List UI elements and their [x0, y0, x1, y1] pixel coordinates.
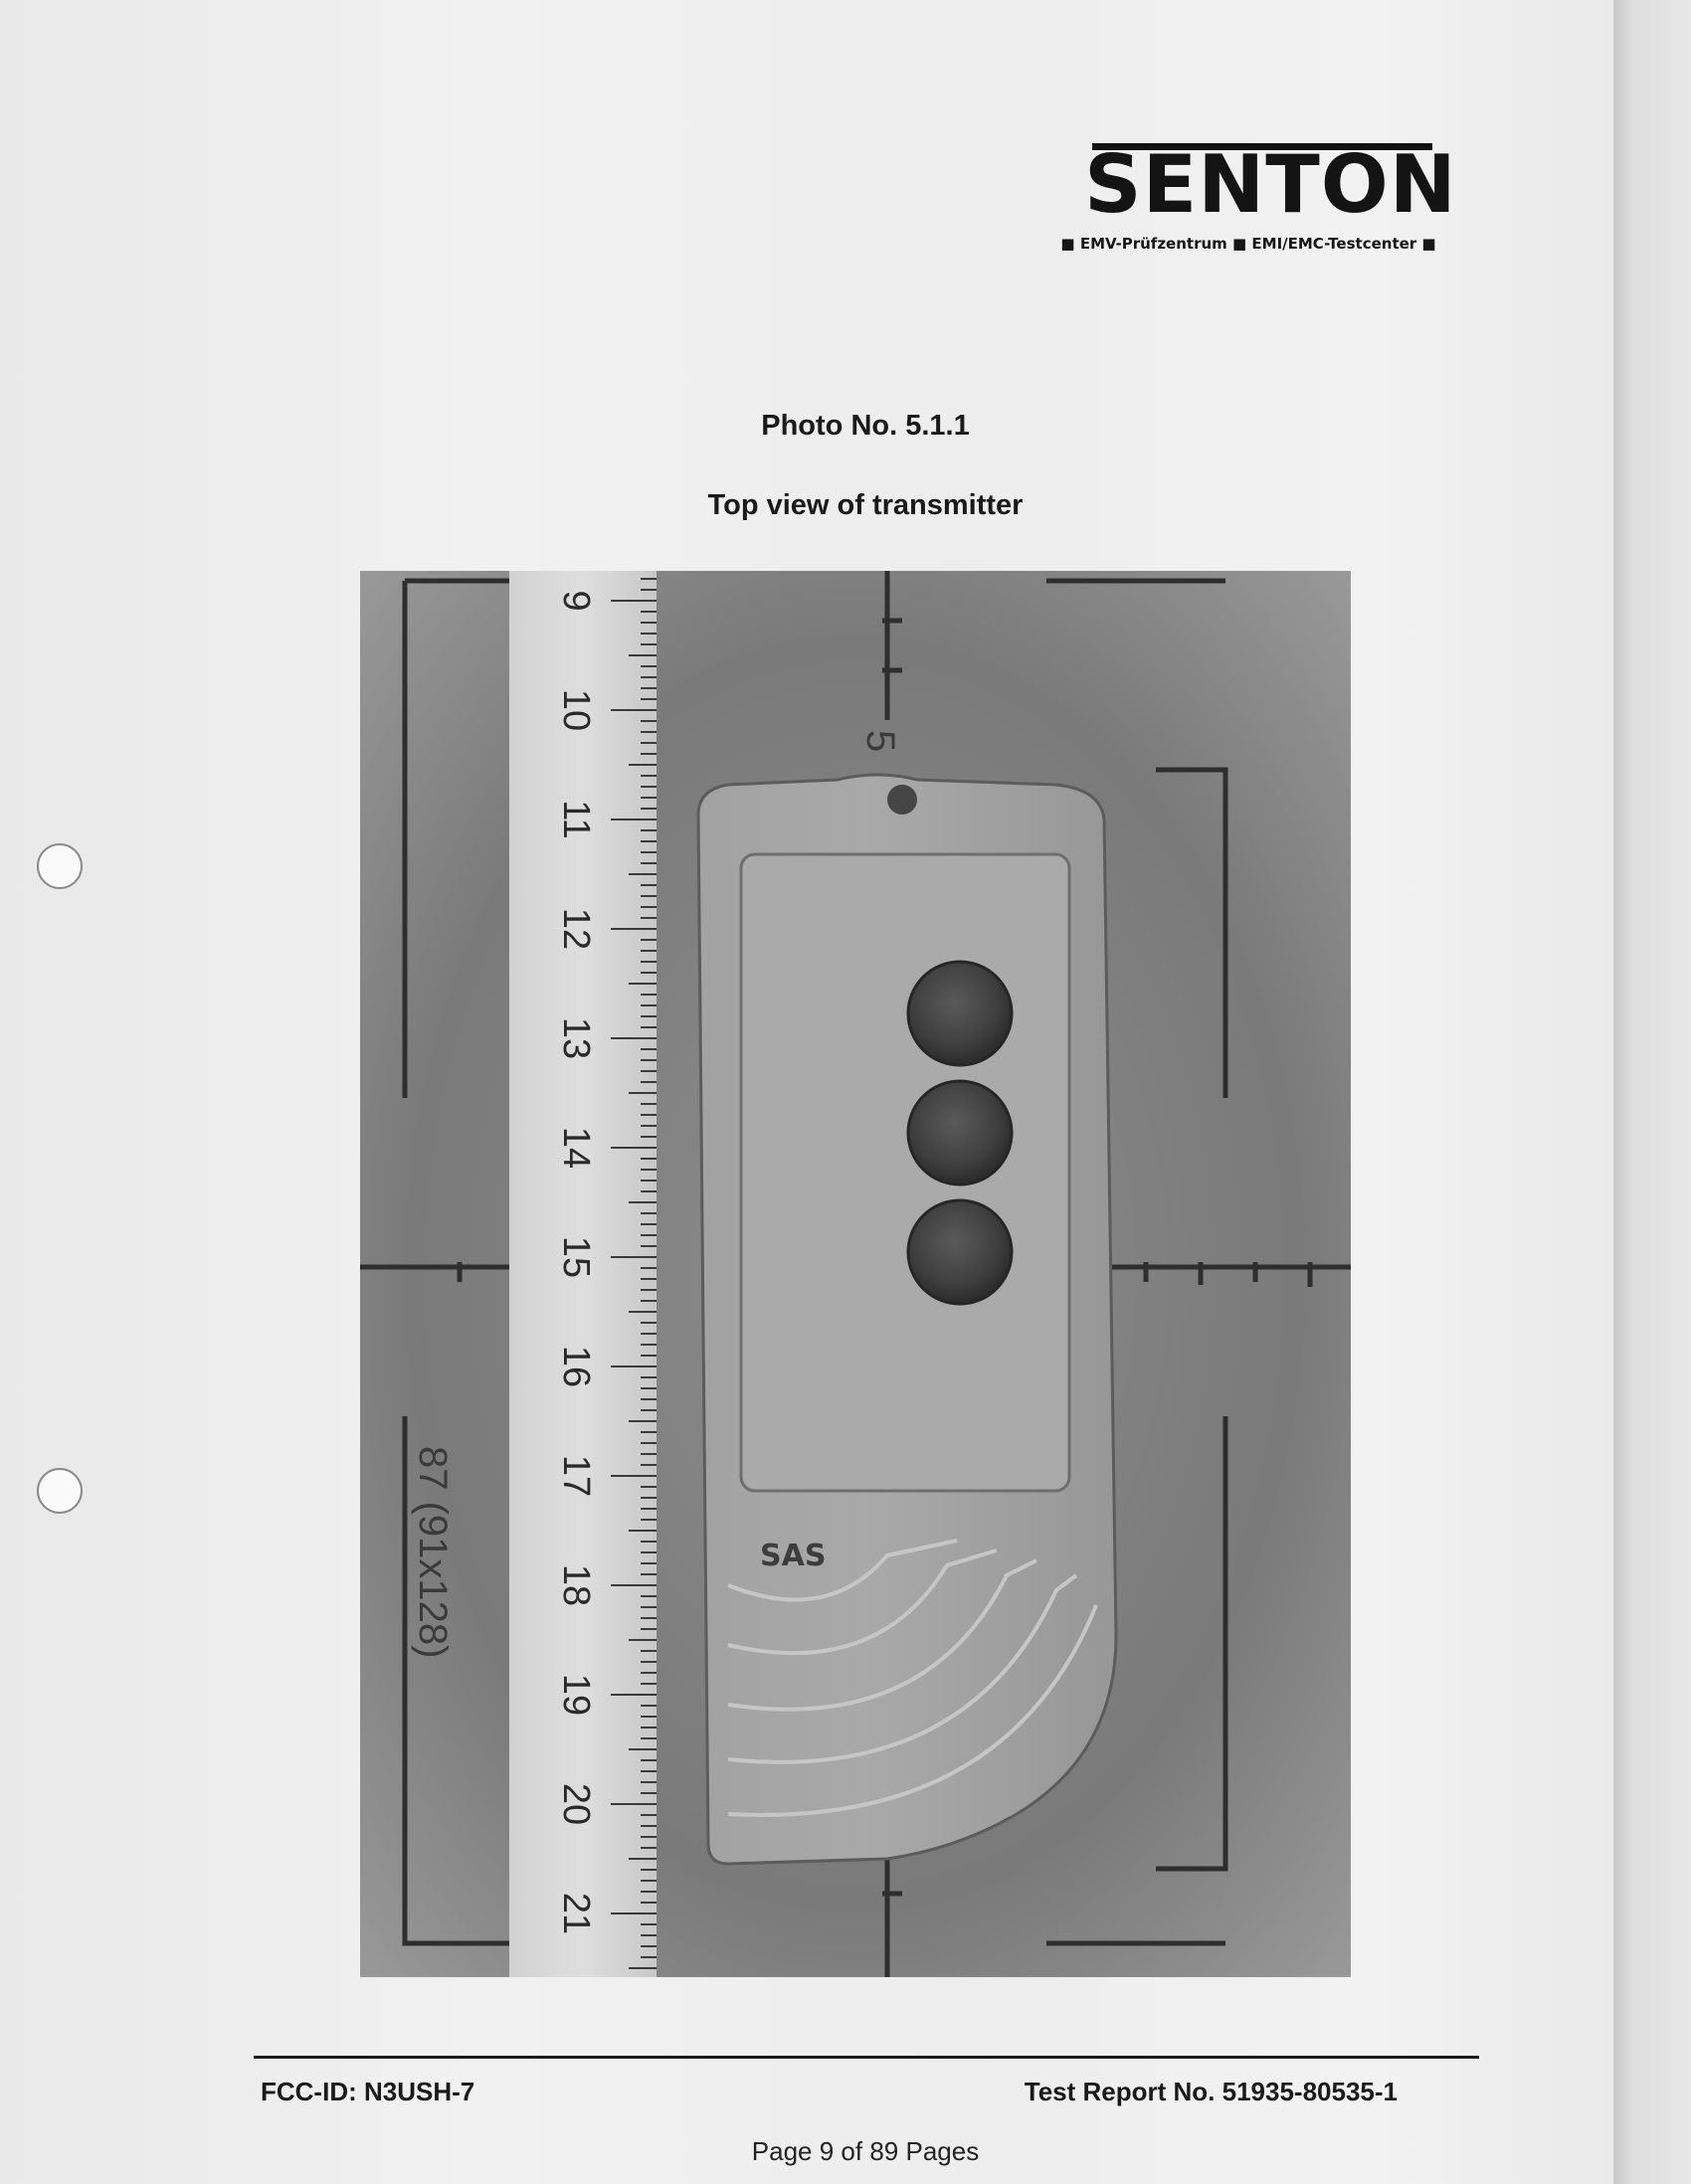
ruler-number: 19 — [555, 1673, 597, 1717]
punch-hole-bottom — [37, 1468, 83, 1514]
ruler-number: 15 — [555, 1235, 597, 1279]
transmitter-button-2 — [908, 1081, 1012, 1184]
transmitter-device — [698, 775, 1116, 1864]
ruler-number: 12 — [555, 907, 597, 951]
transmitter-photo — [360, 571, 1351, 1977]
photo-caption: Top view of transmitter — [707, 489, 1024, 521]
logo-tagline: ■ EMV-Prüfzentrum ■ EMI/EMC-Testcenter ■ — [1060, 235, 1436, 253]
background-label: 87 (91x128) — [411, 1446, 455, 1659]
punch-hole-top — [37, 843, 83, 889]
footer-rule — [254, 2056, 1479, 2059]
test-report-number: Test Report No. 51935-80535-1 — [1024, 2077, 1398, 2106]
ruler-number: 18 — [555, 1563, 597, 1607]
ruler-number: 14 — [555, 1126, 597, 1170]
device-brand: SAS — [760, 1539, 827, 1573]
background-number: 5 — [858, 730, 902, 753]
ruler-number: 17 — [555, 1454, 597, 1498]
ruler-number: 9 — [555, 590, 597, 612]
ruler-number: 21 — [555, 1892, 597, 1935]
ruler-number: 13 — [555, 1016, 597, 1060]
transmitter-button-1 — [908, 962, 1012, 1065]
ruler-number: 16 — [555, 1345, 597, 1388]
transmitter-button-3 — [908, 1200, 1012, 1304]
fcc-id: FCC-ID: N3USH-7 — [261, 2077, 475, 2106]
ruler-number: 11 — [555, 800, 597, 839]
page-number: Page 9 of 89 Pages — [751, 2136, 980, 2166]
button-panel — [741, 854, 1069, 1491]
keyring-hole — [887, 785, 917, 815]
ruler-number: 10 — [555, 688, 597, 732]
photo-number: Photo No. 5.1.1 — [761, 410, 970, 442]
page-edge — [1613, 0, 1691, 2184]
measuring-ruler — [509, 571, 657, 1977]
ruler-number: 20 — [555, 1782, 597, 1826]
logo-wordmark: SENTON — [1084, 138, 1457, 231]
senton-logo — [1025, 139, 1472, 259]
